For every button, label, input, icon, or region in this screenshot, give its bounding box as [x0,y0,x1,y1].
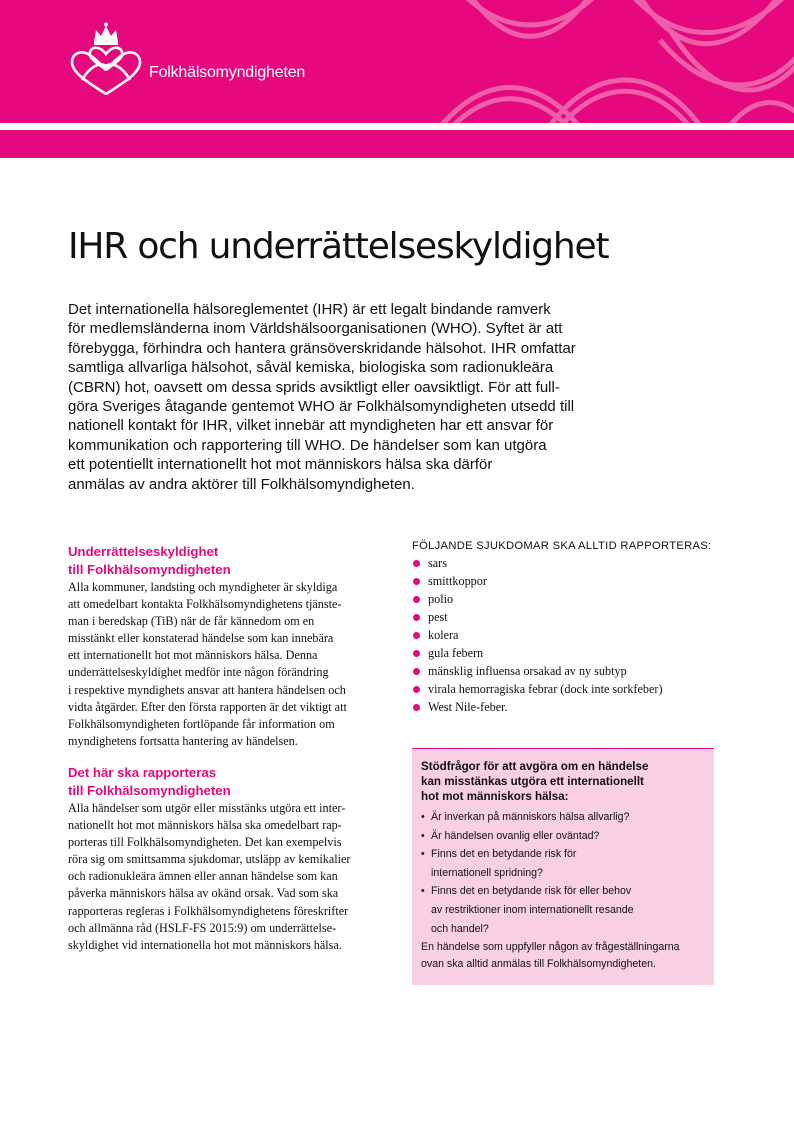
disease-item: mänsklig influensa orsakad av ny subtyp [412,662,714,680]
intro-line: för medlemsländerna inom Världshälsoorganisationen (WHO). Syftet är att [68,320,563,338]
intro-line: (CBRN) hot, oavsett om dessa sprids avsiktligt eller oavsiktligt. För att full- [68,378,560,396]
page-title: IHR och underrättelseskyldighet [68,226,609,267]
header-banner [0,0,794,123]
body-line: myndighetens fortsatta hantering av händelsen. [68,733,298,748]
disease-item: gula febern [412,644,714,662]
section-heading [68,543,378,579]
left-column [68,543,378,954]
section-body [68,800,378,954]
intro-line: anmälas av andra aktörer till Folkhälsomyndigheten. [68,475,415,493]
intro-line: nationell kontakt för IHR, vilket innebär att myndigheten har ett ansvar för [68,417,554,435]
box-footer-line: En händelse som uppfyller någon av frågeställningarna [421,941,680,954]
disease-item: smittkoppor [412,572,714,590]
support-questions-box [412,748,714,985]
bullet-dot-icon [413,560,420,567]
question-item: • Finns det en betydande risk för eller behov av restriktioner inom internationellt resande och handel? [421,882,704,938]
section-heading-line: till Folkhälsomyndigheten [68,782,231,798]
bullet-dot-icon [413,668,420,675]
question-item: • Är händelsen ovanlig eller oväntad? [421,827,704,846]
section-heading-line: till Folkhälsomyndigheten [68,562,231,577]
bullet-dot-icon [413,614,420,621]
disease-item: sars [412,554,714,572]
disease-item: West Nile-feber. [412,698,714,716]
body-line: Alla händelser som utgör eller misstänks utgöra ett inter- [68,800,346,815]
section-heading-line: Underrättelseskyldighet [68,544,219,559]
bullet-dot-icon [413,704,420,711]
box-footer-line: ovan ska alltid anmälas till Folkhälsomyndigheten. [421,958,656,971]
section-body [68,579,378,750]
intro-line: ett potentiellt internationellt hot mot människors hälsa ska därför [68,456,493,474]
question-item: • Är inverkan på människors hälsa allvarlig? [421,808,704,827]
disease-item: kolera [412,626,714,644]
bullet-dot-icon [413,686,420,693]
bullet-icon: • [421,848,425,861]
body-line: Alla kommuner, landsting och myndigheter är skyldiga [68,580,338,594]
disease-item: pest [412,608,714,626]
body-line: rapporteras regleras i Folkhälsomyndighetens föreskrifter [68,903,349,918]
disease-list-section [412,540,714,716]
body-line: Folkhälsomyndigheten fortlöpande får information om [68,716,335,731]
header-stripe [0,130,794,158]
disease-item: virala hemorragiska febrar (dock inte sorkfeber) [412,680,714,698]
intro-line: samtliga allvarliga hälsohot, såväl kemiska, biologiska som radionukleära [68,359,554,377]
box-heading-line: kan misstänkas utgöra ett internationellt [421,775,644,788]
intro-line: kommunikation och rapportering till WHO. De händelser som kan utgöra [68,436,547,454]
body-line: nationellt hot mot människors hälsa ska omedelbart rap- [68,818,342,833]
body-line: vidta åtgärder. Efter den första rapporten är det viktigt att [68,699,347,714]
bullet-dot-icon [413,632,420,639]
heart-pattern-decoration [390,0,794,123]
body-line: misstänkt eller konstaterad händelse som kan innebära [68,631,334,646]
box-heading-line: Stödfrågor för att avgöra om en händelse [421,760,649,773]
intro-line: göra Sveriges åtagande gentemot WHO är Folkhälsomyndigheten utsedd till [68,398,575,416]
body-line: skyldighet vid internationella hot mot människors hälsa. [68,937,342,952]
crown-hearts-logo-icon [66,22,146,98]
section-underrattelseskyldighet [68,543,378,750]
body-line: underrättelseskyldighet medför inte någon förändring [68,665,329,680]
box-footer [421,939,704,973]
body-line: och allmänna råd (HSLF-FS 2015:9) om underrättelse- [68,920,337,935]
disease-list [412,554,714,716]
box-heading [421,759,704,804]
bullet-icon: • [421,829,425,842]
disease-list-title: FÖLJANDE SJUKDOMAR SKA ALLTID RAPPORTERAS: [412,540,712,552]
question-item: • Finns det en betydande risk för internationell spridning? [421,845,704,882]
body-line: ett internationellt hot mot människors hälsa. Denna [68,648,318,663]
body-line: porteras till Folkhälsomyndigheten. Det kan exempelvis [68,835,342,850]
intro-line: förebygga, förhindra och hantera gränsöverskridande hälsohot. IHR omfattar [68,339,576,357]
bullet-dot-icon [413,578,420,585]
bullet-dot-icon [413,650,420,657]
bullet-dot-icon [413,596,420,603]
body-line: i respektive myndighets ansvar att hantera händelsen och [68,682,346,697]
section-rapporteras [68,764,378,954]
body-line: man i beredskap (TiB) när de får kännedom om en [68,614,315,629]
question-list [421,808,704,938]
body-line: och radionukleära ämnen eller annan händelse som kan [68,869,338,884]
body-line: att omedelbart kontakta Folkhälsomyndighetens tjänste- [68,597,342,612]
brand-name: Folkhälsomyndigheten [149,64,306,81]
intro-line: Det internationella hälsoreglementet (IHR) är ett legalt bindande ramverk [68,301,551,318]
body-line: röra sig om smittsamma sjukdomar, utsläpp av kemikalier [68,852,351,867]
section-heading [68,764,378,800]
bullet-icon: • [421,885,425,898]
bullet-icon: • [421,811,425,823]
body-line: påverka människors hälsa av okänd orsak. Vad som ska [68,886,339,901]
box-heading-line: hot mot människors hälsa: [421,790,569,803]
disease-item: polio [412,590,714,608]
section-heading-line: Det här ska rapporteras [68,764,217,780]
intro-paragraph [68,300,576,494]
